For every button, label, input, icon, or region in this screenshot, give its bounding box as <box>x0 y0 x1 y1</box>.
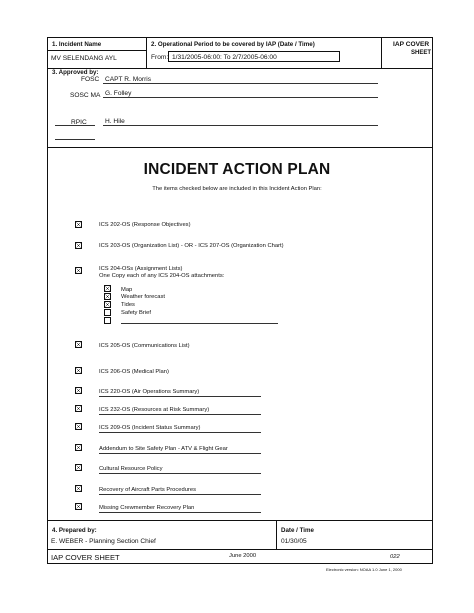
item-checkbox-aircraft-parts[interactable] <box>75 485 82 492</box>
item-checkbox-ics209[interactable] <box>75 423 82 430</box>
iap-cover-title-line2: SHEET <box>411 50 432 56</box>
item-line-cultural-resource <box>99 473 261 474</box>
item-line-ics209 <box>99 432 261 433</box>
approver-role-fosc: FOSC <box>81 76 100 83</box>
item-checkbox-ics203[interactable] <box>75 242 82 249</box>
operational-period-label: 2. Operational Period to be covered by IAP (Date / Time) <box>151 41 315 48</box>
approver-role-rpic: RPIC <box>71 119 87 126</box>
item-line-ics232 <box>99 414 261 415</box>
item-label-ics220: ICS 220-OS (Air Operations Summary) <box>99 389 200 395</box>
attachment-checkbox-tides[interactable] <box>104 301 111 308</box>
prepared-divider <box>276 520 277 550</box>
approver-role-sosc: SOSC MA <box>70 92 101 99</box>
prepared-by-value: E. WEBER - Planning Section Chief <box>51 538 156 545</box>
page-number: 022 <box>390 554 400 560</box>
plan-subtitle: The items checked below are included in this Incident Action Plan: <box>152 186 322 192</box>
item-label-cultural-resource: Cultural Resource Policy <box>99 466 163 472</box>
item-label-ics206: ICS 206-OS (Medical Plan) <box>99 369 169 375</box>
item-line-aircraft-parts <box>99 494 261 495</box>
header-divider-1 <box>146 37 147 69</box>
attachment-checkbox-blank[interactable] <box>104 317 111 324</box>
item-label-site-safety: Addendum to Site Safety Plan - ATV & Flight Gear <box>99 446 228 452</box>
approver-line-rpic <box>103 125 378 126</box>
plan-box <box>47 147 433 521</box>
item-checkbox-ics204[interactable] <box>75 267 82 274</box>
item-checkbox-ics202[interactable] <box>75 221 82 228</box>
prepared-box <box>47 520 433 550</box>
form-name: IAP COVER SHEET <box>51 553 120 562</box>
prepared-by-label: 4. Prepared by: <box>52 527 97 534</box>
approver-name-fosc: CAPT R. Morris <box>105 76 152 83</box>
item-label-crewmember-recovery: Missing Crewmember Recovery Plan <box>99 505 195 511</box>
item-checkbox-ics220[interactable] <box>75 387 82 394</box>
item-line-ics220 <box>99 396 261 397</box>
date-time-label: Date / Time <box>281 527 314 534</box>
item-sublabel-ics204: One Copy each of any ICS 204-OS attachments: <box>99 273 225 279</box>
attachment-label-weather: Weather forecast <box>121 294 166 300</box>
electronic-version-note: Electronic version: NOAA 1.0 June 1, 2000 <box>326 567 402 572</box>
from-label: From: <box>151 54 169 61</box>
form-date: June 2000 <box>229 553 257 559</box>
incident-name-label: 1. Incident Name <box>52 41 102 48</box>
item-label-ics205: ICS 205-OS (Communications List) <box>99 343 190 349</box>
item-checkbox-ics205[interactable] <box>75 341 82 348</box>
attachment-checkbox-map[interactable] <box>104 285 111 292</box>
item-line-site-safety <box>99 453 261 454</box>
item-label-ics203: ICS 203-OS (Organization List) - OR - ICS 207-OS (Organization Chart) <box>99 243 284 249</box>
from-value: 1/31/2005-06:00: To 2/7/2005-06:00 <box>172 54 277 61</box>
attachment-blank-line <box>121 323 278 324</box>
attachment-label-map: Map <box>121 287 133 293</box>
attachment-label-tides: Tides <box>121 302 135 308</box>
item-label-ics202: ICS 202-OS (Response Objectives) <box>99 222 191 228</box>
approver-name-sosc: G. Folley <box>105 90 132 97</box>
item-line-crewmember-recovery <box>99 512 261 513</box>
header-mid-line <box>47 50 147 51</box>
plan-title: INCIDENT ACTION PLAN <box>143 161 331 178</box>
attachment-label-safety-brief: Safety Brief <box>121 310 151 316</box>
item-checkbox-site-safety[interactable] <box>75 444 82 451</box>
attachment-checkbox-weather[interactable] <box>104 293 111 300</box>
iap-cover-title-line1: IAP COVER <box>393 41 430 48</box>
approver-name-rpic: H. Hile <box>105 118 125 125</box>
incident-name-value: MV SELENDANG AYL <box>51 55 117 62</box>
item-label-ics204: ICS 204-OSs (Assignment Lists) <box>99 266 183 272</box>
item-label-ics209: ICS 209-OS (Incident Status Summary) <box>99 425 201 431</box>
item-label-ics232: ICS 232-OS (Resources at Risk Summary) <box>99 407 210 413</box>
approved-by-label: 3. Approved by: <box>52 69 99 76</box>
attachment-checkbox-safety-brief[interactable] <box>104 309 111 316</box>
approver-role-underline-extra <box>55 139 95 140</box>
approver-role-line-rpic <box>55 125 95 126</box>
approver-line-sosc <box>103 97 378 98</box>
date-time-value: 01/30/05 <box>281 538 307 545</box>
item-checkbox-cultural-resource[interactable] <box>75 464 82 471</box>
approver-line-fosc <box>103 83 378 84</box>
item-checkbox-crewmember-recovery[interactable] <box>75 503 82 510</box>
item-checkbox-ics206[interactable] <box>75 367 82 374</box>
item-label-aircraft-parts: Recovery of Aircraft Parts Procedures <box>99 487 196 493</box>
item-checkbox-ics232[interactable] <box>75 405 82 412</box>
header-divider-2 <box>381 37 382 69</box>
